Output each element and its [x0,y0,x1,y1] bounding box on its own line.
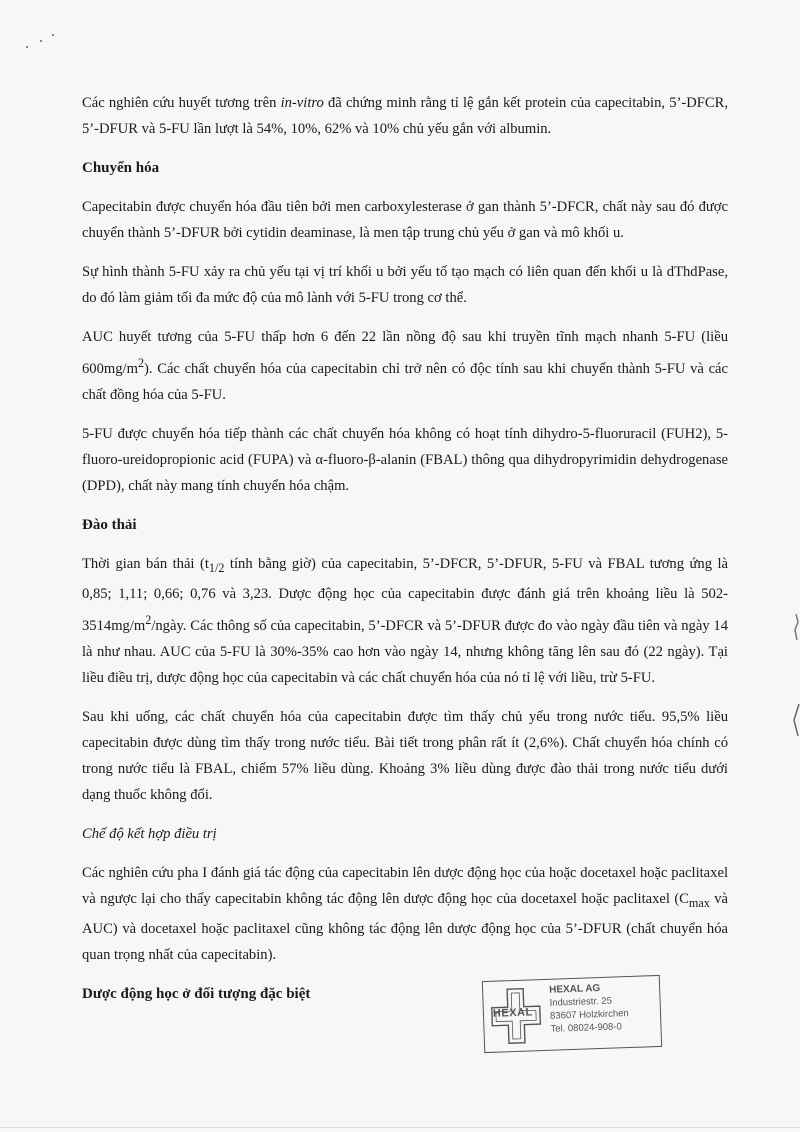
heading-special-populations: Dược động học ở đối tượng đặc biệt [82,985,311,1002]
stamp-company: HEXAL AG [548,983,601,996]
text-run: Các nghiên cứu pha I đánh giá tác động của capecitabin lên dược động học của hoặc docetaxel hoặc paclitaxel và ngược lại cho thấy capecitabin không tác động lên dược động học của docetaxel hoặc paclitaxel (C [82,864,728,907]
scan-specks [22,32,62,52]
company-stamp [482,975,662,1053]
heading-combination-therapy: Chế độ kết hợp điều trị [82,825,217,842]
heading-elimination: Đào thải [82,516,137,533]
subscript: 1/2 [208,560,225,575]
paragraph-elimination-1 [82,551,728,691]
text-run: /ngày. Các thông số của capecitabin, 5’-DFCR và 5’-DFUR được đo vào ngày đầu tiên và ngày 14 là như nhau. AUC của 5-FU là 30%-35% cao hơn vào ngày 14, nhưng không tăng lên sau đó (22 ngày). Tại liều điều trị, dược động học của capecitabin và các chất chuyển hóa của nó tỉ lệ với liều, trừ 5-FU. [82,617,728,686]
text-run: AUC huyết tương của 5-FU thấp hơn 6 đến 22 lần nồng độ sau khi truyền tĩnh mạch nhanh 5-FU (liều 600mg/m [82,329,728,377]
paragraph-metabolism-2: Sự hình thành 5-FU xảy ra chủ yếu tại vị trí khối u bởi yếu tố tạo mạch có liên quan đến khối u là dThdPase, do đó làm giảm tối đa mức độ của mô lành với 5-FU trong cơ thể. [82,264,728,306]
document-body [82,90,728,1020]
text-run: tính bằng giờ) của capecitabin, 5’-DFCR, 5’-DFUR, 5-FU và FBAL tương ứng là 0,85; 1,11; 0,66; 0,76 và 3,23. Dược động học của capecitabin được đánh giá trên khoảng liều là 502-3514mg/m [82,555,729,634]
scan-bottom-edge [0,1127,800,1128]
paragraph-protein-binding [82,90,728,142]
paragraph-combination [82,860,728,968]
heading-metabolism: Chuyển hóa [82,160,160,176]
stamp-logo-text: HEXAL [492,1006,533,1020]
margin-scan-mark [790,700,800,740]
superscript: 2 [137,356,145,370]
superscript: 2 [145,612,152,627]
text-run: Thời gian bán thải (t [82,555,209,572]
stamp-street: Industriestr. 25 [549,995,613,1009]
text-run: ). Các chất chuyển hóa của capecitabin chỉ trở nên có độc tính sau khi chuyển thành 5-FU và các chất đồng hóa của 5-FU. [82,360,728,403]
text-run: và AUC) và docetaxel hoặc paclitaxel cũng không tác động lên dược động học của 5’-DFUR (chất chuyển hóa quan trọng nhất của capecitabin). [82,890,728,963]
subscript: max [688,895,710,910]
stamp-address [549,981,629,1036]
stamp-phone: Tel. 08024-908-0 [550,1021,622,1035]
text-italic: in-vitro [280,95,324,111]
stamp-city: 83607 Holzkirchen [549,1008,629,1022]
paragraph-metabolism-3 [82,324,728,408]
paragraph-elimination-2: Sau khi uống, các chất chuyển hóa của capecitabin được tìm thấy chủ yếu trong nước tiểu. 95,5% liều capecitabin được dùng tìm thấy trong nước tiểu. Bài tiết trong phân rất ít (2,6%). Chất chuyển hóa chính có trong nước tiểu là FBAL, chiếm 57% liều dùng. Khoảng 3% liều dùng được đào thải trong nước tiểu dưới dạng thuốc không đổi. [82,708,728,803]
text-run: Các nghiên cứu huyết tương trên [82,95,281,111]
margin-scan-mark [790,612,800,642]
paragraph-metabolism-4: 5-FU được chuyển hóa tiếp thành các chất chuyển hóa không có hoạt tính dihydro-5-fluoruracil (FUH2), 5-fluoro-ureidopropionic acid (FUPA) và α-fluoro-β-alanin (FBAL) thông qua dihydropyrimidin dehydrogenase (DPD), chất này mang tính chuyển hóa chậm. [82,425,728,494]
text-run: đã chứng minh rằng tỉ lệ gắn kết protein của capecitabin, 5’-DFCR, 5’-DFUR và 5-FU lần lượt là 54%, 10%, 62% và 10% chủ yếu gắn với albumin. [82,95,728,137]
paragraph-metabolism-1: Capecitabin được chuyển hóa đầu tiên bởi men carboxylesterase ở gan thành 5’-DFCR, chất này sau đó được chuyển thành 5’-DFUR bởi cytidin deaminase, là men tập trung chủ yếu ở gan và mô khối u. [82,199,728,241]
